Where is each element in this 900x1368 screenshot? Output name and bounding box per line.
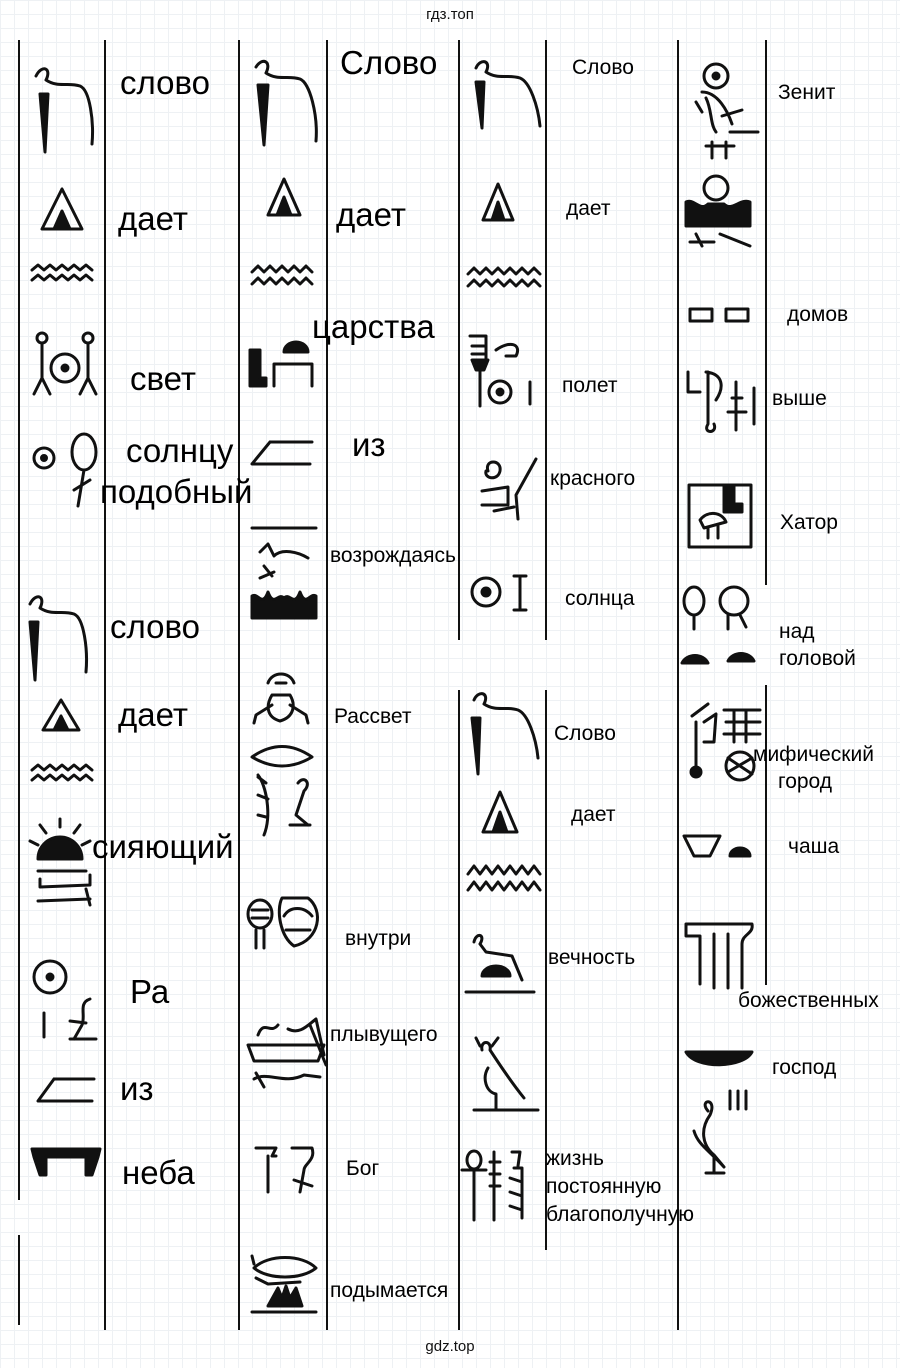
translation-word: дает — [566, 197, 611, 220]
translation-word: Хатор — [780, 511, 838, 534]
ankh-icon — [460, 1148, 544, 1224]
translation-word: плывущего — [330, 1023, 438, 1046]
translation-word: вечность — [548, 946, 636, 969]
vulture-icon — [468, 1038, 544, 1114]
translation-word: возрождаясь — [330, 544, 456, 567]
scarab-icon — [246, 665, 318, 845]
translation-word: Бог — [346, 1157, 380, 1180]
bread-loaf-icon — [264, 175, 304, 219]
mouth-icon — [680, 585, 760, 665]
column-rule — [104, 40, 106, 1330]
sun-disk-icon — [470, 572, 532, 614]
translation-word: слово — [120, 64, 210, 101]
vulture-icon — [246, 890, 326, 952]
translation-word: домов — [787, 303, 849, 326]
translation-word: дает — [336, 196, 406, 233]
water-ripple-icon — [466, 264, 542, 290]
translation-word: сияющий — [92, 828, 234, 865]
mouth-icon — [248, 438, 314, 468]
water-ripple-icon — [466, 862, 546, 896]
translation-word: красного — [550, 467, 636, 490]
sun-disk-icon — [30, 955, 100, 1045]
translation-word: над — [779, 620, 815, 643]
watermark-bottom: gdz.top — [425, 1338, 475, 1355]
lotus-icon — [682, 920, 758, 992]
column-rule — [326, 40, 328, 1330]
ankh-icon — [684, 702, 764, 782]
column-rule — [458, 40, 460, 640]
mouth-icon — [684, 1048, 754, 1074]
hill-icon — [686, 305, 754, 325]
horned-viper-icon — [22, 590, 92, 685]
falcon-icon — [682, 62, 762, 162]
translation-word: дает — [571, 803, 616, 826]
column-rule — [765, 40, 767, 585]
bread-loaf-icon — [480, 790, 520, 836]
lotus-icon — [248, 1250, 320, 1318]
horned-viper-icon — [462, 930, 542, 1002]
column-rule — [238, 40, 240, 1330]
translation-word: солнцу — [126, 432, 234, 469]
bread-loaf-icon — [480, 182, 516, 224]
translation-word: солнца — [565, 587, 635, 610]
translation-word: царства — [312, 308, 435, 345]
owl-icon — [244, 1005, 330, 1095]
translation-word: внутри — [345, 927, 412, 950]
vulture-icon — [684, 1085, 764, 1177]
lotus-icon — [684, 368, 760, 434]
horned-viper-icon — [28, 62, 98, 157]
translation-word: слово — [110, 608, 200, 645]
translation-word: Рассвет — [334, 705, 412, 728]
sun-disk-icon — [30, 330, 100, 400]
ankh-icon — [30, 430, 100, 510]
translation-word: дает — [118, 696, 188, 733]
bread-loaf-icon — [40, 698, 82, 734]
water-ripple-icon — [30, 762, 100, 786]
horned-viper-icon — [468, 56, 548, 131]
translation-word: головой — [779, 647, 856, 670]
translation-word: Слово — [554, 722, 616, 745]
translation-word: Слово — [340, 44, 438, 81]
water-ripple-icon — [250, 262, 322, 290]
translation-word: из — [120, 1070, 154, 1107]
column-rule — [18, 1235, 20, 1325]
column-rule — [458, 690, 460, 1330]
translation-word: город — [778, 770, 833, 793]
horned-viper-icon — [248, 55, 328, 150]
water-ripple-icon — [30, 262, 100, 286]
hill-icon — [246, 330, 318, 392]
falcon-icon — [474, 455, 550, 525]
bread-loaf-icon — [38, 185, 86, 233]
translation-word: неба — [122, 1154, 195, 1191]
watermark-top: гдз.топ — [426, 6, 474, 23]
translation-word: подымается — [330, 1279, 449, 1302]
column-rule — [765, 685, 767, 985]
translation-word: свет — [130, 360, 197, 397]
lotus-icon — [248, 522, 320, 622]
column-rule — [677, 40, 679, 1330]
falcon-icon — [686, 482, 754, 550]
bread-loaf-icon — [680, 832, 752, 862]
horned-viper-icon — [466, 688, 546, 778]
translation-word: подобный — [100, 473, 253, 510]
falcon-icon — [250, 1140, 322, 1196]
translation-word: жизнь — [546, 1147, 604, 1170]
translation-word: выше — [772, 387, 827, 410]
mouth-icon — [34, 1075, 96, 1105]
translation-word: чаша — [788, 835, 840, 858]
translation-word: постоянную — [546, 1175, 662, 1198]
translation-word: Ра — [130, 973, 170, 1010]
hill-icon — [30, 1145, 102, 1181]
translation-word: божественных — [738, 989, 879, 1012]
translation-word: благополучную — [546, 1203, 695, 1226]
translation-word: полет — [562, 374, 618, 397]
sun-disk-icon — [684, 172, 756, 252]
sun-disk-icon — [466, 330, 542, 410]
translation-word: из — [352, 426, 386, 463]
translation-word: мифический — [753, 743, 874, 766]
translation-word: дает — [118, 200, 188, 237]
hill-icon — [30, 815, 100, 910]
column-rule — [18, 40, 20, 1200]
translation-word: Слово — [572, 56, 634, 79]
translation-word: господ — [772, 1056, 837, 1079]
translation-word: Зенит — [778, 81, 836, 104]
